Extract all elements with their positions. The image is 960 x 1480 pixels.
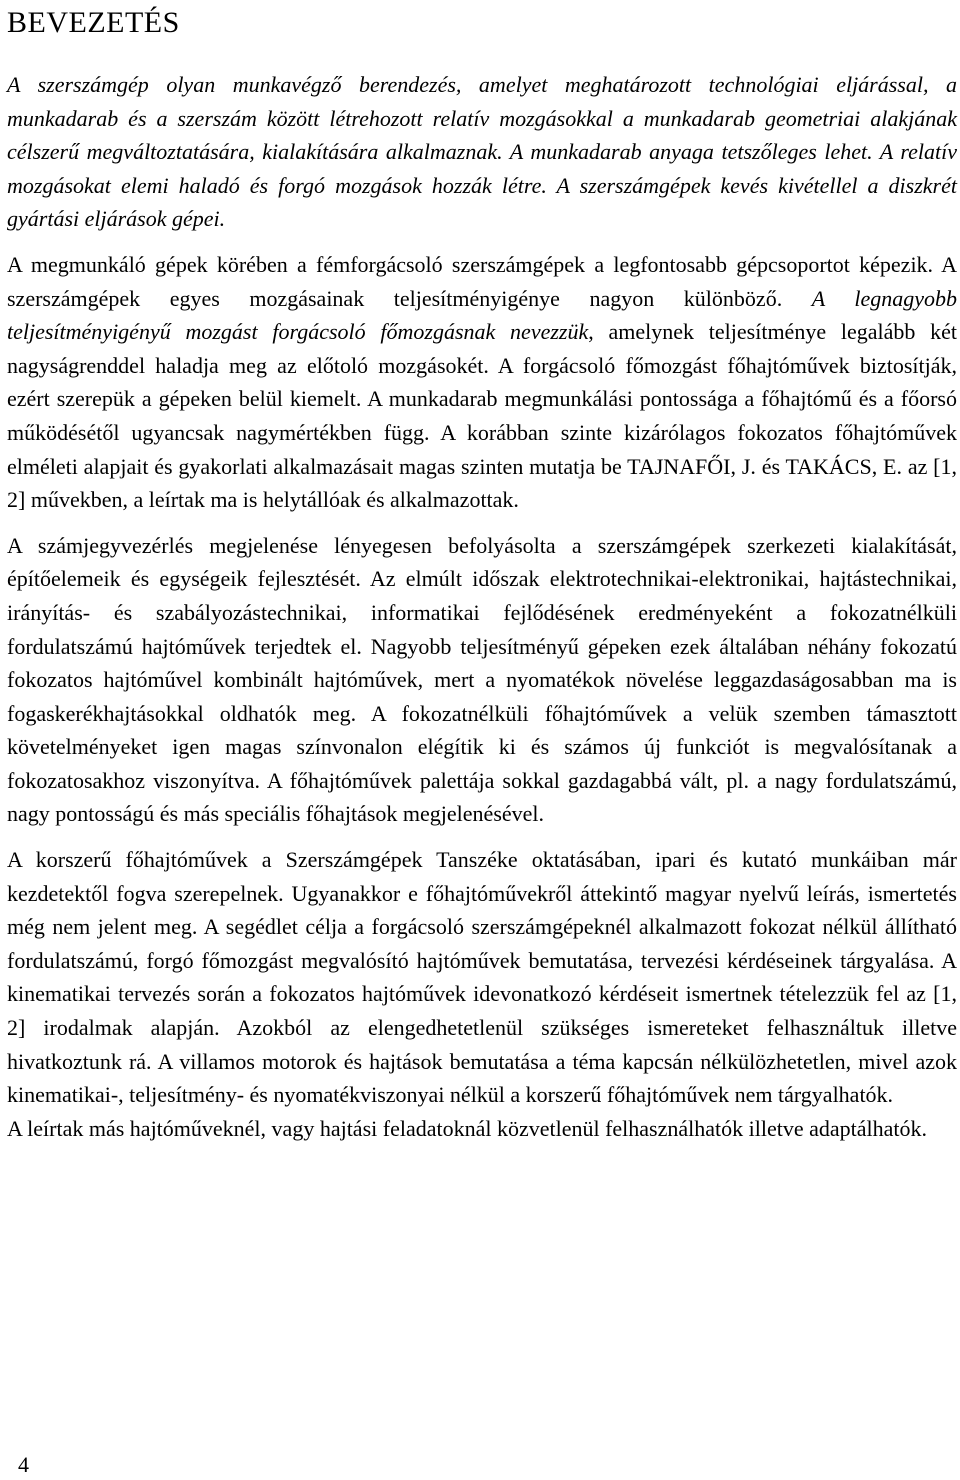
paragraph-5: A leírtak más hajtóműveknél, vagy hajtási feladatoknál közvetlenül felhasználhatók illetve adaptálhatók. bbox=[7, 1115, 928, 1141]
paragraph-3: A számjegyvezérlés megjelenése lényegesen befolyásolta a szerszámgépek szerkezeti kialakítását, építőelemeik és egységeik fejlesztését. Az elmúlt időszak elektrotechnikai-elektronikai, hajtástechnikai, irányítás- és szabályozástechnikai, informatikai fejlődésének eredményeként a fokozatnélküli fordulatszámú hajtóművek terjedtek el. Nagyobb teljesítményű gépeken ezek általában néhány fokozatú fokozatos hajtóművel kombinált hajtóművek, mert a nyomatékok növelése leggazdaságosabban ma is fogaskerékhajtásokkal oldhatók meg. A fokozatnélküli főhajtóművek a velük szemben támasztott követelményeket igen magas színvonalon elégítik ki és számos új funkciót is megvalósítanak a fokozatosakhoz viszonyítva. A főhajtóművek palettája sokkal gazdagabbá vált, pl. a nagy fordulatszámú, nagy pontosságú és más speciális főhajtások megjelenésével. bbox=[7, 532, 957, 827]
document-page bbox=[7, 0, 957, 1145]
paragraph-4: A korszerű főhajtóművek a Szerszámgépek Tanszéke oktatásában, ipari és kutató munkáiban már kezdetektől fogva szerepelnek. Ugyanakkor e főhajtóművekről áttekintő magyar nyelvű leírás, ismertetés még nem jelent meg. A segédlet célja a forgácsoló szerszámgépeknél alkalmazott fokozat nélkül állítható fordulatszámú, forgó főmozgást megvalósító hajtóművek bemutatása, tervezési kérdéseinek tárgyalása. A kinematikai tervezés során a fokozatos hajtóművek idevonatkozó kérdéseit ismertnek tételezzük fel az [1, 2] irodalmak alapján. Azokból az elengedhetetlenül szükséges ismereteket felhasználtuk illetve hivatkoztunk rá. A villamos motorok és hajtások bemutatása a téma kapcsán nélkülözhetetlen, mivel azok kinematikai-, teljesítmény- és nyomatékviszonyai nélkül a korszerű főhajtóművek nem tárgyalhatók. bbox=[7, 847, 957, 1108]
section-heading: BEVEZETÉS bbox=[7, 6, 180, 39]
page-number: 4 bbox=[18, 1452, 29, 1477]
paragraph-2-definition: A legnagyobb teljesítményigényű mozgást forgácsoló főmozgásnak nevezzük bbox=[7, 285, 957, 345]
paragraph-2-text-a: A megmunkáló gépek körében a fémforgácsoló szerszámgépek a legfontosabb gépcsoportot képezik. A szerszámgépek egyes mozgásainak teljesítményigénye nagyon különböző. bbox=[7, 251, 957, 311]
paragraph-2 bbox=[7, 248, 957, 517]
paragraph-2-text-b: , amelynek teljesítménye legalább két nagyságrenddel haladja meg az előtoló mozgásokét. A forgácsoló főmozgást főhajtóművek biztosítják, ezért szerepük a gépeken belül kiemelt. A munkadarab megmunkálási pontossága a főhajtómű és a főorsó működésétől ugyancsak nagymértékben függ. A korábban szinte kizárólagos fokozatos főhajtóművek elméleti alapjait és gyakorlati alkalmazásait magas szinten mutatja be TAJNAFŐI, J. és TAKÁCS, E. az [1, 2] művekben, a leírtak ma is helytállóak és alkalmazottak. bbox=[7, 319, 957, 513]
intro-paragraph: A szerszámgép olyan munkavégző berendezés, amelyet meghatározott technológiai eljárással, a munkadarab és a szerszám között létrehozott relatív mozgásokkal a munkadarab geometriai alakjának célszerű megváltoztatására, kialakítására alkalmaznak. A munkadarab anyaga tetszőleges lehet. A relatív mozgásokat elemi haladó és forgó mozgások hozzák létre. A szerszámgépek kevés kivétellel a diszkrét gyártási eljárások gépei. bbox=[7, 72, 957, 232]
